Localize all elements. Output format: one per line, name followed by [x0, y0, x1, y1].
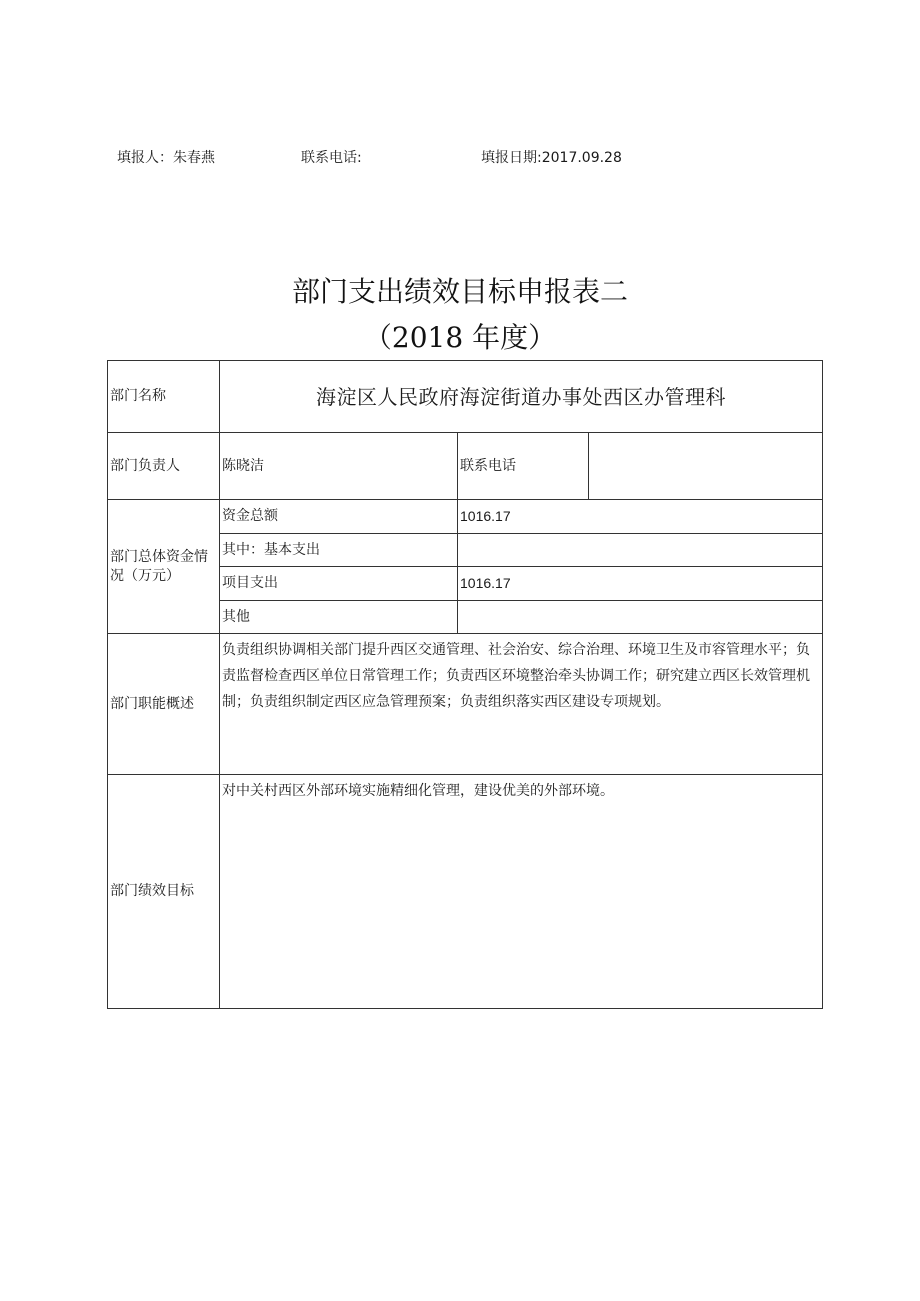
funds-project-label: 项目支出 — [220, 567, 458, 601]
fill-date-info: 填报日期:2017.09.28 — [481, 150, 622, 166]
goal-label: 部门绩效目标 — [108, 775, 220, 1009]
dept-head-label: 部门负责人 — [108, 433, 220, 500]
dept-name-label: 部门名称 — [108, 361, 220, 433]
duties-value: 负责组织协调相关部门提升西区交通管理、社会治安、综合治理、环境卫生及市容管理水平；负责监督检查西区单位日常管理工作；负责西区环境整治牵头协调工作；研究建立西区长效管理机制；负责组织制定西区应急管理预案；负责组织落实西区建设专项规划。 — [220, 634, 823, 775]
funds-basic-value — [458, 534, 823, 567]
page-subtitle-year: （2018 年度） — [363, 321, 557, 354]
filler-info: 填报人：朱春燕 — [117, 150, 215, 166]
funds-project-value: 1016.17 — [458, 567, 823, 601]
funds-basic-label: 其中：基本支出 — [220, 534, 458, 567]
funds-other-value — [458, 601, 823, 634]
funds-total-label: 资金总额 — [220, 500, 458, 534]
goal-value: 对中关村西区外部环境实施精细化管理，建设优美的外部环境。 — [220, 775, 823, 1009]
report-form-table — [107, 360, 823, 1009]
contact-phone-value — [589, 433, 823, 500]
duties-label: 部门职能概述 — [108, 634, 220, 775]
table-row-duties — [108, 634, 823, 775]
contact-phone-label: 联系电话 — [458, 433, 589, 500]
page-title: 部门支出绩效目标申报表二 — [291, 275, 628, 308]
dept-head-value: 陈晓洁 — [220, 433, 458, 500]
table-row-goal — [108, 775, 823, 1009]
funds-overview-label: 部门总体资金情况（万元） — [108, 500, 220, 634]
funds-total-value: 1016.17 — [458, 500, 823, 534]
table-row-dept-name — [108, 361, 823, 433]
funds-other-label: 其他 — [220, 601, 458, 634]
table-row-funds-total — [108, 500, 823, 534]
table-row-dept-head — [108, 433, 823, 500]
contact-phone-info: 联系电话: — [301, 150, 362, 166]
dept-name-value: 海淀区人民政府海淀街道办事处西区办管理科 — [220, 361, 823, 433]
